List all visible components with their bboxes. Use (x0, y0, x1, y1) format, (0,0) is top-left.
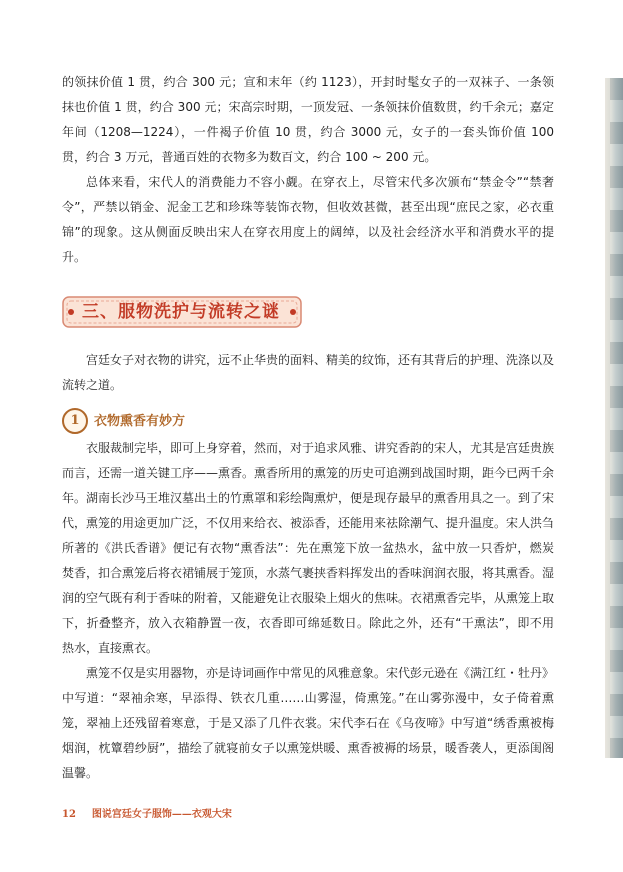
subsection-number-badge: 1 (62, 408, 88, 434)
book-title: 图说宫廷女子服饰——衣观大宋 (91, 809, 232, 820)
section-banner (62, 296, 302, 328)
paragraph-summary: 总体来看，宋代人的消费能力不容小觑。在穿衣上，尽管宋代多次颁布“禁金令”“禁奢令”，严禁以销金、泥金工艺和珍珠等装饰衣物，但收效甚微，甚至出现“庶民之家，必衣重锦”的现象。这从侧面反映出宋人在穿衣用度上的阔绰，以及社会经济水平和消费水平的提升。 (62, 175, 554, 264)
page-edge-illustration (605, 78, 623, 758)
paragraph-body: 衣服裁制完毕，即可上身穿着，然而，对于追求风雅、讲究香韵的宋人，尤其是宫廷贵族而言，还需一道关键工序——熏香。熏香所用的熏笼的历史可追溯到战国时期，距今已两千余年。湖南长沙马王堆汉墓出土的竹熏罩和彩绘陶熏炉，便是现存最早的熏香用具之一。到了宋代，熏笼的用途更加广泛，不仅用来给衣、被添香，还能用来祛除潮气、提升温度。宋人洪刍所著的《洪氏香谱》便记有衣物“熏香法”：先在熏笼下放一盆热水，盆中放一只香炉，燃炭焚香，扣合熏笼后将衣裙铺展于笼顶，水蒸气裹挟香料挥发出的香味润润衣服，将其熏香。湿润的空气既有利于香味的附着，又能避免让衣服染上烟火的焦味。衣裙熏香完毕，从熏笼上取下，折叠整齐，放入衣箱静置一夜，衣香即可绵延数日。除此之外，还有“干熏法”，即不用热水，直接熏衣。 (62, 441, 555, 655)
paragraph-continuation: 的领抹价值 1 贯，约合 300 元；宣和末年（约 1123），开封时髦女子的一双袜子、一条领抹也价值 1 贯，约合 300 元；宋高宗时期，一顶发冠、一条领抹价值数贯，约千余元；嘉定年间（1208—1224），一件褐子价值 10 贯，约合 3000 元，女子的一套头饰价值 100 贯，约合 3 万元，普通百姓的衣物多为数百文，约合 100 ~ 200 元。 (62, 75, 554, 164)
paragraph-body: 熏笼不仅是实用器物，亦是诗词画作中常见的风雅意象。宋代彭元逊在《满江红・牡丹》中写道：“翠袖余寒，早添得、铁衣几重……山雾湿，倚熏笼。”在山雾弥漫中，女子倚着熏笼，翠袖上还残留着寒意，于是又添了几件衣裳。宋代李石在《乌夜啼》中写道“绣香熏被梅烟润，枕簟碧纱厨”，描绘了就寝前女子以熏笼烘暖、熏香被褥的场景，暖香袭人，更添闺阁温馨。 (62, 666, 555, 780)
subsection-title: 衣物熏香有妙方 (94, 413, 186, 429)
page-number: 12 (62, 809, 76, 820)
section-title: 三、服物洗护与流转之谜 (82, 302, 280, 322)
page-footer (62, 806, 232, 824)
page-edge-pattern (610, 78, 623, 758)
page-content (62, 70, 554, 786)
subsection-heading (62, 408, 554, 434)
section-intro: 宫廷女子对衣物的讲究，远不止华贵的面料、精美的纹饰，还有其背后的护理、洗涤以及流转之道。 (62, 353, 555, 392)
